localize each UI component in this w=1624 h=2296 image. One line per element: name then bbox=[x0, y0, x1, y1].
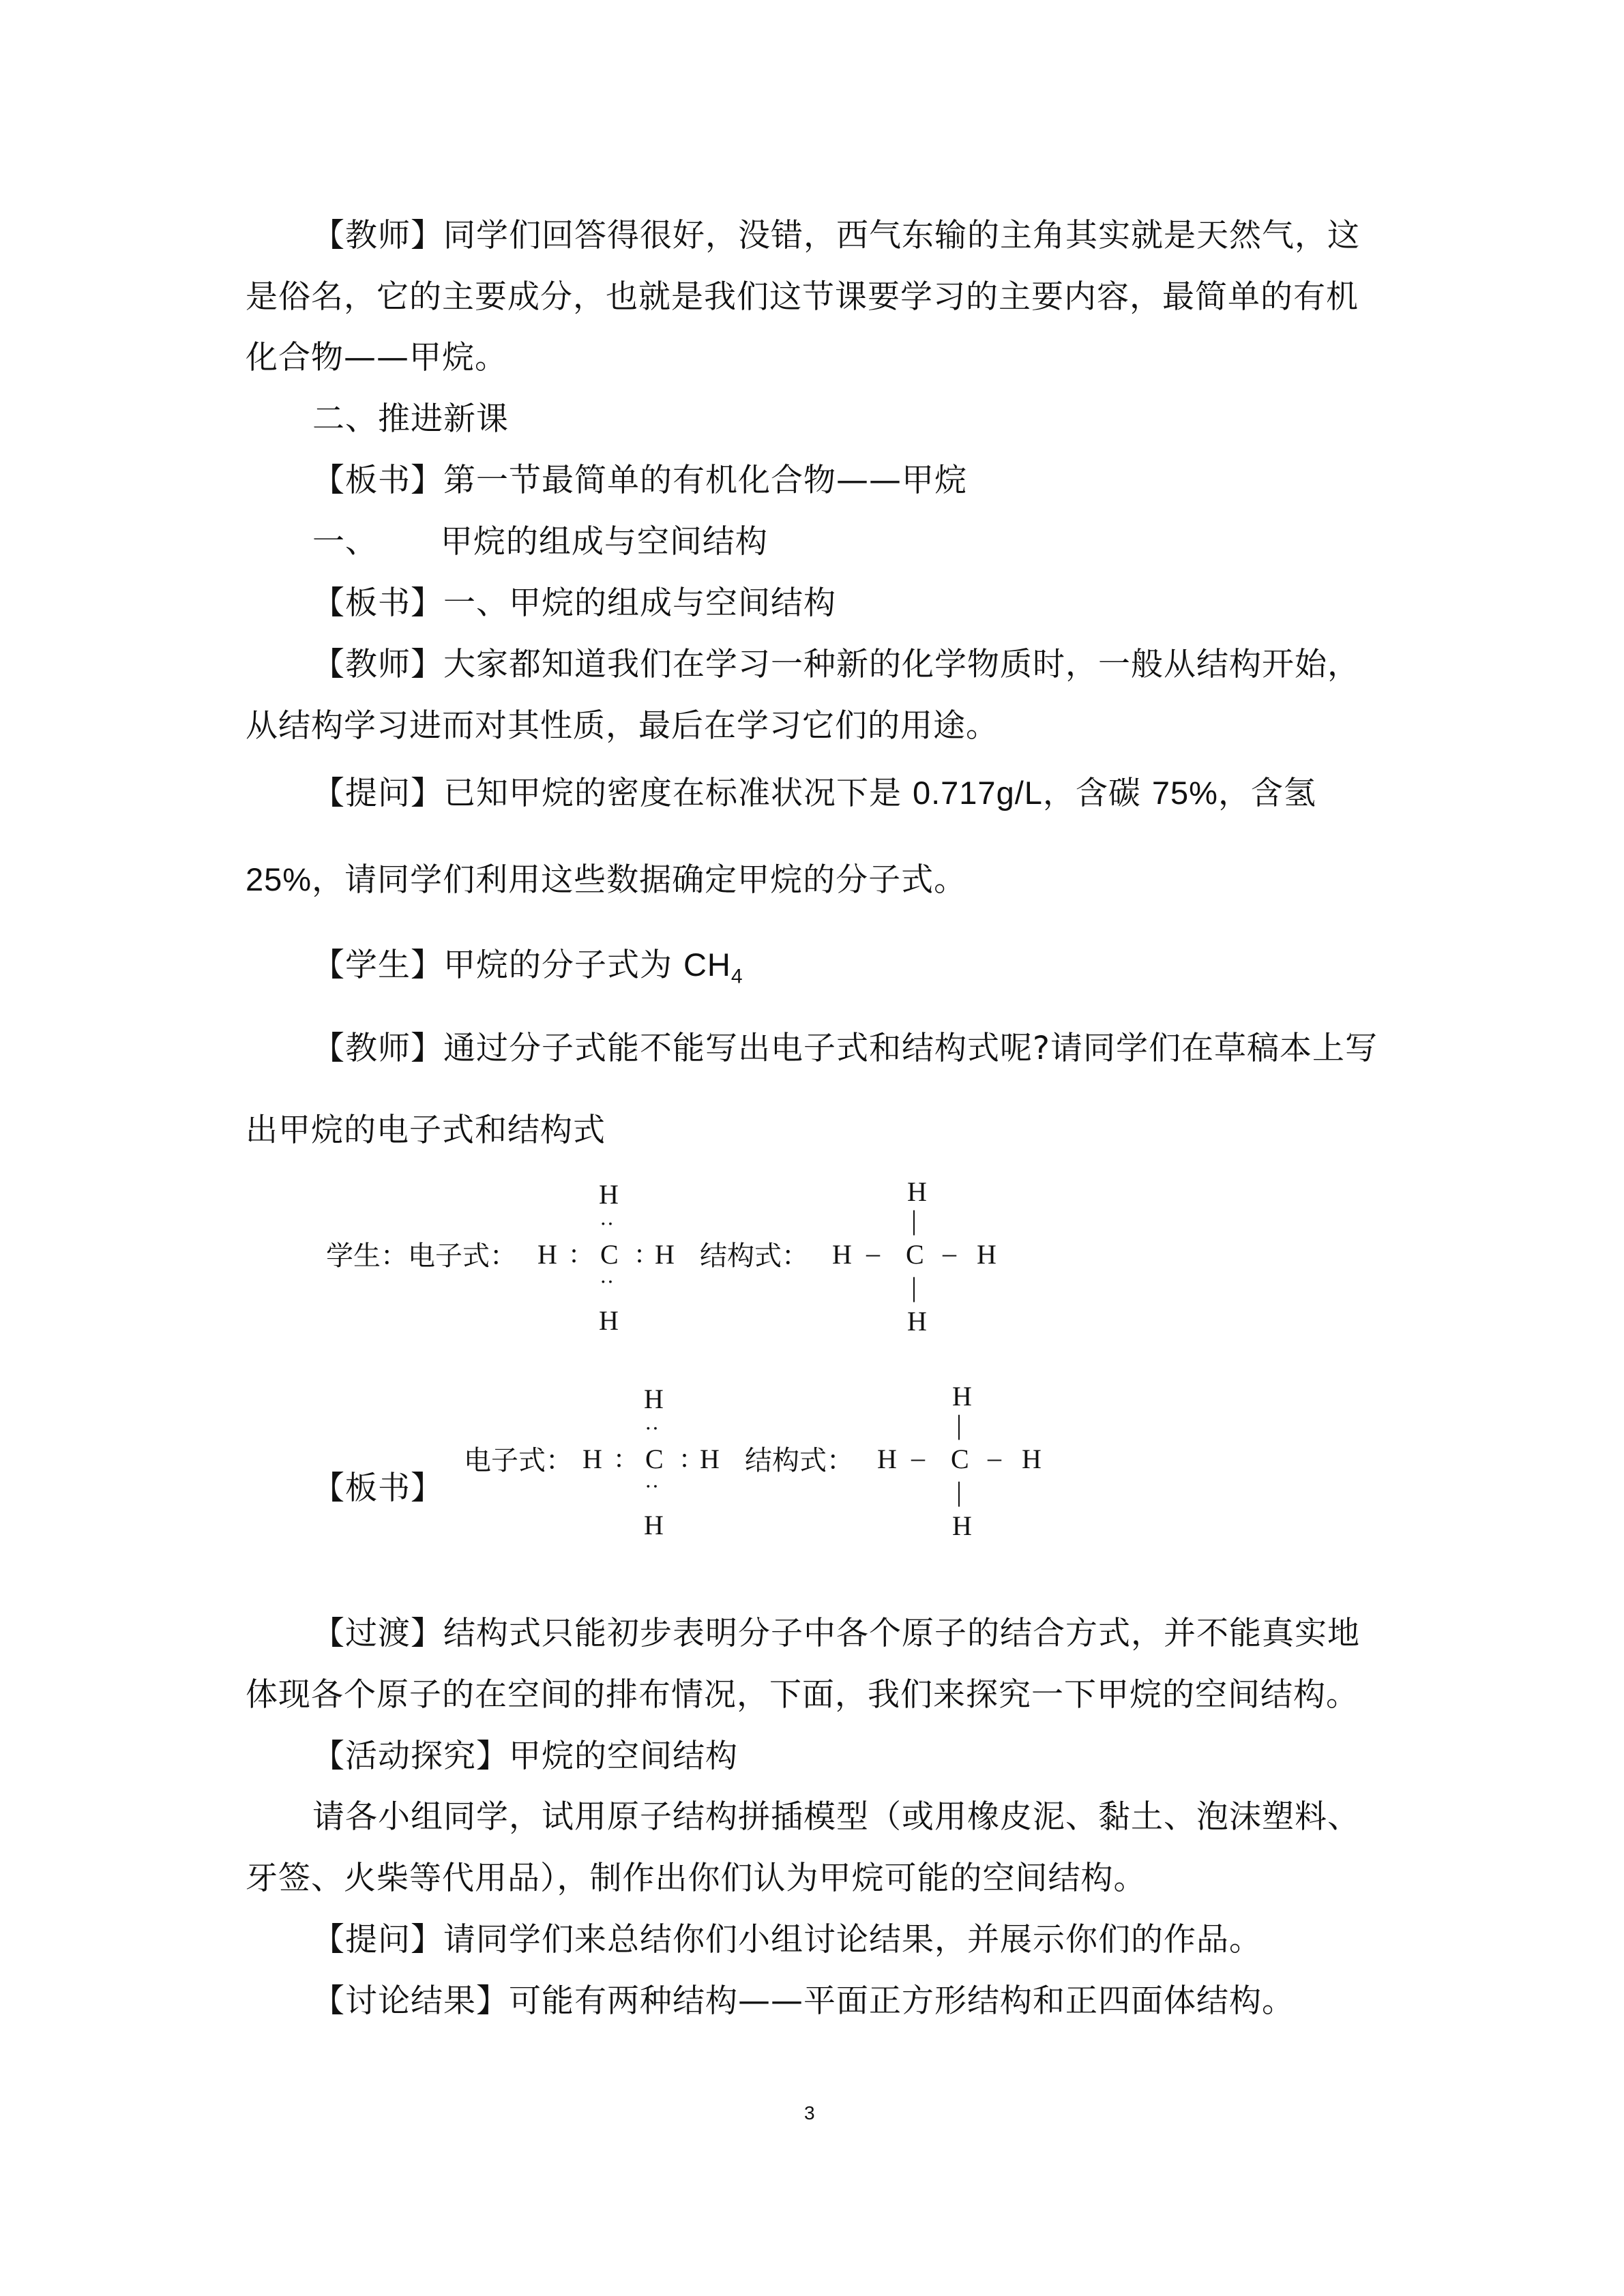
atom-h: H bbox=[644, 1510, 664, 1540]
atom-h: H bbox=[952, 1510, 972, 1541]
bond: | bbox=[911, 1205, 917, 1236]
electron-pair: : bbox=[681, 1442, 689, 1473]
atom-h: H bbox=[877, 1444, 897, 1474]
page-number: 3 bbox=[804, 2102, 815, 2123]
atom-h: H bbox=[599, 1305, 619, 1336]
bond: – bbox=[943, 1238, 956, 1268]
section-heading: 二、推进新课 bbox=[312, 400, 509, 438]
electron-pair: : bbox=[570, 1238, 578, 1268]
carbon-percent: 75% bbox=[1151, 775, 1218, 811]
bond: | bbox=[911, 1272, 917, 1302]
text-line bbox=[312, 946, 743, 996]
text-line: 【板书】第一节最简单的有机化合物——甲烷 bbox=[312, 462, 967, 499]
bond: | bbox=[956, 1476, 962, 1507]
text-line: 【教师】同学们回答得很好，没错，西气东输的主角其实就是天然气，这 bbox=[312, 217, 1360, 254]
text-line: 牙签、火柴等代用品），制作出你们认为甲烷可能的空间结构。 bbox=[246, 1860, 1147, 1897]
bond: | bbox=[956, 1410, 962, 1440]
atom-h: H bbox=[1022, 1444, 1042, 1474]
electron-pair: ·· bbox=[645, 1474, 660, 1498]
atom-h: H bbox=[582, 1444, 602, 1474]
atom-h: H bbox=[832, 1239, 852, 1270]
atom-h: H bbox=[537, 1239, 557, 1270]
atom-c: C bbox=[645, 1444, 664, 1474]
text-line: 【过渡】结构式只能初步表明分子中各个原子的结合方式，并不能真实地 bbox=[312, 1615, 1360, 1652]
bond: – bbox=[911, 1442, 925, 1473]
answer-text: 【学生】甲烷的分子式为 bbox=[312, 946, 683, 984]
structural-formula-label: 结构式： bbox=[745, 1445, 854, 1476]
board-label: 【板书】 bbox=[312, 1470, 443, 1507]
formula-lead-label: 电子式： bbox=[464, 1445, 573, 1476]
question-text: ，含氢 bbox=[1217, 775, 1316, 812]
methane-formula-student bbox=[321, 1163, 1037, 1347]
atom-h: H bbox=[952, 1381, 972, 1412]
atom-c: C bbox=[951, 1444, 969, 1474]
atom-h: H bbox=[700, 1444, 720, 1474]
subsection-heading bbox=[312, 523, 768, 561]
text-line: 是俗名，它的主要成分，也就是我们这节课要学习的主要内容，最简单的有机 bbox=[246, 278, 1359, 316]
atom-h: H bbox=[907, 1306, 927, 1337]
density-value: 0.717g/L bbox=[912, 775, 1043, 811]
text-line: 【教师】大家都知道我们在学习一种新的化学物质时，一般从结构开始， bbox=[312, 646, 1360, 683]
question-text: ，请同学们利用这些数据确定甲烷的分子式。 bbox=[312, 861, 967, 899]
text-line: 【活动探究】甲烷的空间结构 bbox=[312, 1738, 738, 1775]
atom-c: C bbox=[600, 1239, 619, 1270]
question-text: 【提问】已知甲烷的密度在标准状况下是 bbox=[312, 775, 913, 812]
question-text: ，含碳 bbox=[1042, 775, 1152, 812]
text-line: 体现各个原子的在空间的排布情况，下面，我们来探究一下甲烷的空间结构。 bbox=[246, 1676, 1359, 1714]
bond: – bbox=[988, 1442, 1001, 1473]
electron-pair: : bbox=[636, 1238, 644, 1268]
text-line: 【讨论结果】可能有两种结构——平面正方形结构和正四面体结构。 bbox=[312, 1982, 1295, 2020]
text-line: 出甲烷的电子式和结构式 bbox=[246, 1112, 606, 1149]
subsection-title: 甲烷的组成与空间结构 bbox=[440, 523, 768, 561]
text-line: 【提问】请同学们来总结你们小组讨论结果，并展示你们的作品。 bbox=[312, 1921, 1262, 1958]
formula-lead-label: 学生：电子式： bbox=[326, 1240, 517, 1272]
text-line: 【板书】一、甲烷的组成与空间结构 bbox=[312, 584, 836, 622]
text-line: 从结构学习进而对其性质，最后在学习它们的用途。 bbox=[246, 707, 999, 745]
hydrogen-percent: 25% bbox=[246, 861, 312, 897]
atom-c: C bbox=[906, 1239, 924, 1270]
electron-pair: ·· bbox=[600, 1211, 615, 1236]
molecular-formula-subscript: 4 bbox=[730, 965, 743, 988]
text-line: 化合物——甲烷。 bbox=[246, 339, 507, 376]
methane-formula-board bbox=[458, 1367, 1072, 1551]
bond: – bbox=[866, 1238, 880, 1268]
text-line: 请各小组同学，试用原子结构拼插模型（或用橡皮泥、黏土、泡沫塑料、 bbox=[312, 1798, 1360, 1836]
electron-pair: ·· bbox=[645, 1416, 660, 1440]
electron-pair: ·· bbox=[600, 1269, 615, 1294]
molecular-formula: CH bbox=[683, 946, 731, 983]
atom-h: H bbox=[644, 1384, 664, 1414]
atom-h: H bbox=[977, 1239, 996, 1270]
atom-h: H bbox=[655, 1239, 675, 1270]
structural-formula-label: 结构式： bbox=[700, 1240, 809, 1272]
text-line bbox=[312, 774, 1316, 813]
subsection-number: 一、 bbox=[312, 523, 378, 561]
text-line bbox=[246, 861, 966, 899]
atom-h: H bbox=[907, 1176, 927, 1207]
atom-h: H bbox=[599, 1179, 619, 1210]
text-line: 【教师】通过分子式能不能写出电子式和结构式呢?请同学们在草稿本上写 bbox=[312, 1030, 1378, 1067]
electron-pair: : bbox=[615, 1442, 623, 1473]
